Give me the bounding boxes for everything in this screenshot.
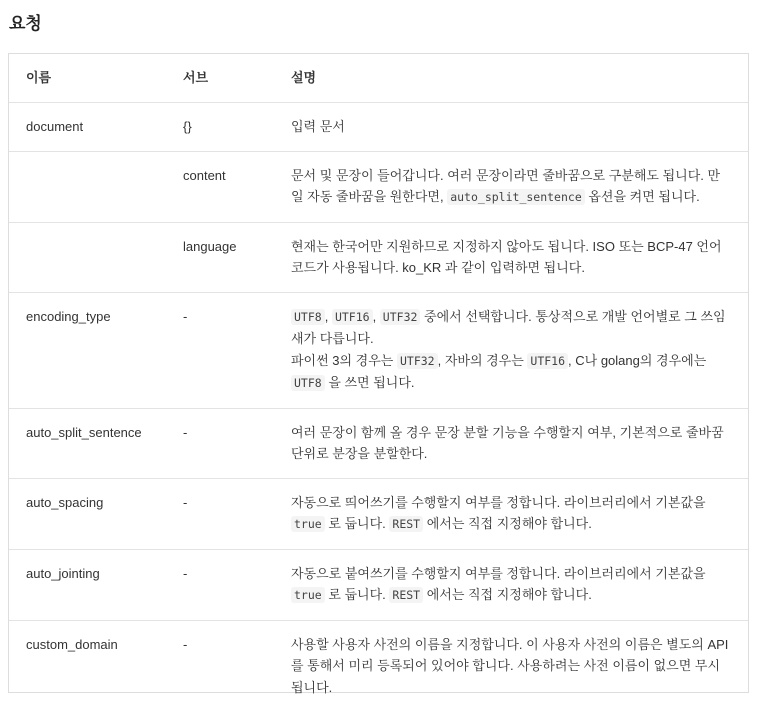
description-text: 로 둡니다. <box>325 516 390 531</box>
description-text: 입력 문서 <box>291 119 345 134</box>
param-description <box>289 292 748 408</box>
param-sub: language <box>183 222 289 292</box>
table-row <box>9 408 748 478</box>
header-name: 이름 <box>9 54 183 103</box>
description-text: 여러 문장이 함께 올 경우 문장 분할 기능을 수행할지 여부, 기본적으로 줄바꿈 단위로 분장을 분할한다. <box>291 425 724 462</box>
header-sub: 서브 <box>183 54 289 103</box>
description-text: 에서는 직접 지정해야 합니다. <box>423 587 592 602</box>
description-text: 자동으로 띄어쓰기를 수행할지 여부를 정합니다. 라이브러리에서 기본값을 <box>291 495 706 510</box>
param-description <box>289 222 748 292</box>
param-description <box>289 408 748 478</box>
inline-code: auto_split_sentence <box>447 189 585 205</box>
description-text: 파이썬 3의 경우는 <box>291 353 397 368</box>
param-sub: - <box>183 620 289 711</box>
description-text: 을 쓰면 됩니다. <box>325 375 415 390</box>
table-row <box>9 292 748 408</box>
description-text: 사용할 사용자 사전의 이름을 지정합니다. 이 사용자 사전의 이름은 별도의 API를 통해서 미리 등록되어 있어야 합니다. 사용하려는 사전 이름이 없으면 무시됩니다. <box>291 637 728 695</box>
param-sub: content <box>183 151 289 222</box>
description-text: , <box>325 309 332 324</box>
param-name: document <box>9 103 183 152</box>
inline-code: REST <box>389 587 423 603</box>
description-text: 옵션을 켜면 됩니다. <box>585 189 700 204</box>
request-params-table <box>9 54 748 711</box>
table-row <box>9 478 748 549</box>
description-text: , 자바의 경우는 <box>438 353 528 368</box>
inline-code: true <box>291 587 325 603</box>
inline-code: UTF32 <box>397 353 438 369</box>
inline-code: REST <box>389 516 423 532</box>
param-sub: {} <box>183 103 289 152</box>
description-text: , <box>373 309 380 324</box>
param-sub: - <box>183 408 289 478</box>
param-name: custom_domain <box>9 620 183 711</box>
param-name: encoding_type <box>9 292 183 408</box>
header-desc: 설명 <box>289 54 748 103</box>
table-row <box>9 549 748 620</box>
inline-code: UTF16 <box>332 309 373 325</box>
param-description <box>289 620 748 711</box>
param-sub: - <box>183 549 289 620</box>
description-text: 자동으로 붙여쓰기를 수행할지 여부를 정합니다. 라이브러리에서 기본값을 <box>291 566 706 581</box>
param-name: auto_spacing <box>9 478 183 549</box>
inline-code: UTF16 <box>527 353 568 369</box>
table-row <box>9 620 748 711</box>
table-row <box>9 151 748 222</box>
param-description <box>289 549 748 620</box>
request-params-table-container <box>8 53 749 693</box>
table-body <box>9 103 748 711</box>
table-row <box>9 222 748 292</box>
param-description <box>289 103 748 152</box>
table-header-row <box>9 54 748 103</box>
param-sub: - <box>183 292 289 408</box>
param-name: auto_split_sentence <box>9 408 183 478</box>
description-text: 중에서 선택합니다. 통상적으로 개발 언어별로 그 쓰임새가 다릅니다. <box>291 309 726 347</box>
inline-code: UTF8 <box>291 309 325 325</box>
param-description <box>289 478 748 549</box>
description-text: 에서는 직접 지정해야 합니다. <box>423 516 592 531</box>
inline-code: UTF32 <box>380 309 421 325</box>
param-sub: - <box>183 478 289 549</box>
param-name: auto_jointing <box>9 549 183 620</box>
table-row <box>9 103 748 152</box>
page-title: 요청 <box>9 9 42 34</box>
inline-code: true <box>291 516 325 532</box>
description-text: 현재는 한국어만 지원하므로 지정하지 않아도 됩니다. ISO 또는 BCP-47 언어코드가 사용됩니다. ko_KR 과 같이 입력하면 됩니다. <box>291 239 722 276</box>
param-name <box>9 151 183 222</box>
param-description <box>289 151 748 222</box>
param-name <box>9 222 183 292</box>
description-text: , C나 golang의 경우에는 <box>568 353 706 368</box>
inline-code: UTF8 <box>291 375 325 391</box>
description-text: 로 둡니다. <box>325 587 390 602</box>
description-text: 문서 및 문장이 들어갑니다. 여러 문장이라면 줄바꿈으로 구분해도 됩니다. 만일 자동 줄바꿈을 원한다면, <box>291 168 720 205</box>
